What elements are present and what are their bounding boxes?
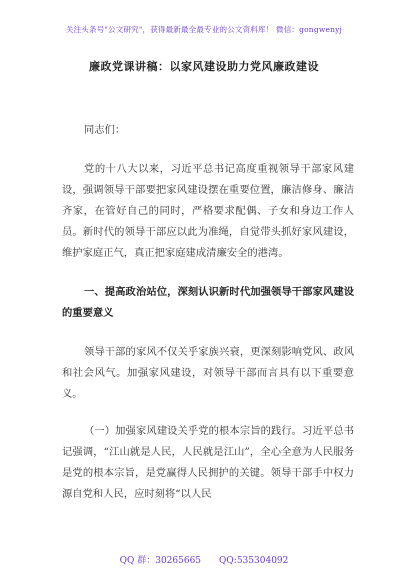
qq-number-text: QQ:535304092 bbox=[219, 556, 289, 566]
body-paragraph: 党的十八大以来，习近平总书记高度重视领导干部家风建设，强调领导干部要把家风建设摆在重要位置，廉洁修身、廉洁齐家，在管好自己的同时，严格要求配偶、子女和身边工作人员。新时代的领导干部应以此为准绳，自觉带头抓好家风建设，维护家庭正气，真正把家庭建成清廉安全的港湾。 bbox=[62, 163, 354, 259]
document-title: 廉政党课讲稿：以家风建设助力党风廉政建设 bbox=[89, 60, 319, 73]
footer-contact bbox=[0, 553, 408, 566]
section-heading: 一、提高政治站位，深刻认识新时代加强领导干部家风建设的重要意义 bbox=[62, 286, 354, 319]
qq-group-text: QQ 群：30265665 bbox=[119, 556, 202, 566]
salutation: 同志们： bbox=[84, 124, 126, 136]
body-paragraph: 领导干部的家风不仅关乎家族兴衰，更深刻影响党风、政风和社会风气。加强家风建设，对领导干部而言具有以下重要意义。 bbox=[62, 346, 354, 400]
header-banner: 关注头条号"公文研究"，获得最新最全最专业的公文资料库！ 微信：gongwenyj bbox=[65, 25, 343, 34]
document-body bbox=[62, 120, 354, 505]
body-paragraph: （一）加强家风建设关乎党的根本宗旨的践行。习近平总书记强调，“江山就是人民，人民就是江山”，全心全意为人民服务是党的根本宗旨，是党赢得人民拥护的关键。领导干部手中权力源自党和人民，应时刻将“以人民 bbox=[62, 425, 354, 500]
